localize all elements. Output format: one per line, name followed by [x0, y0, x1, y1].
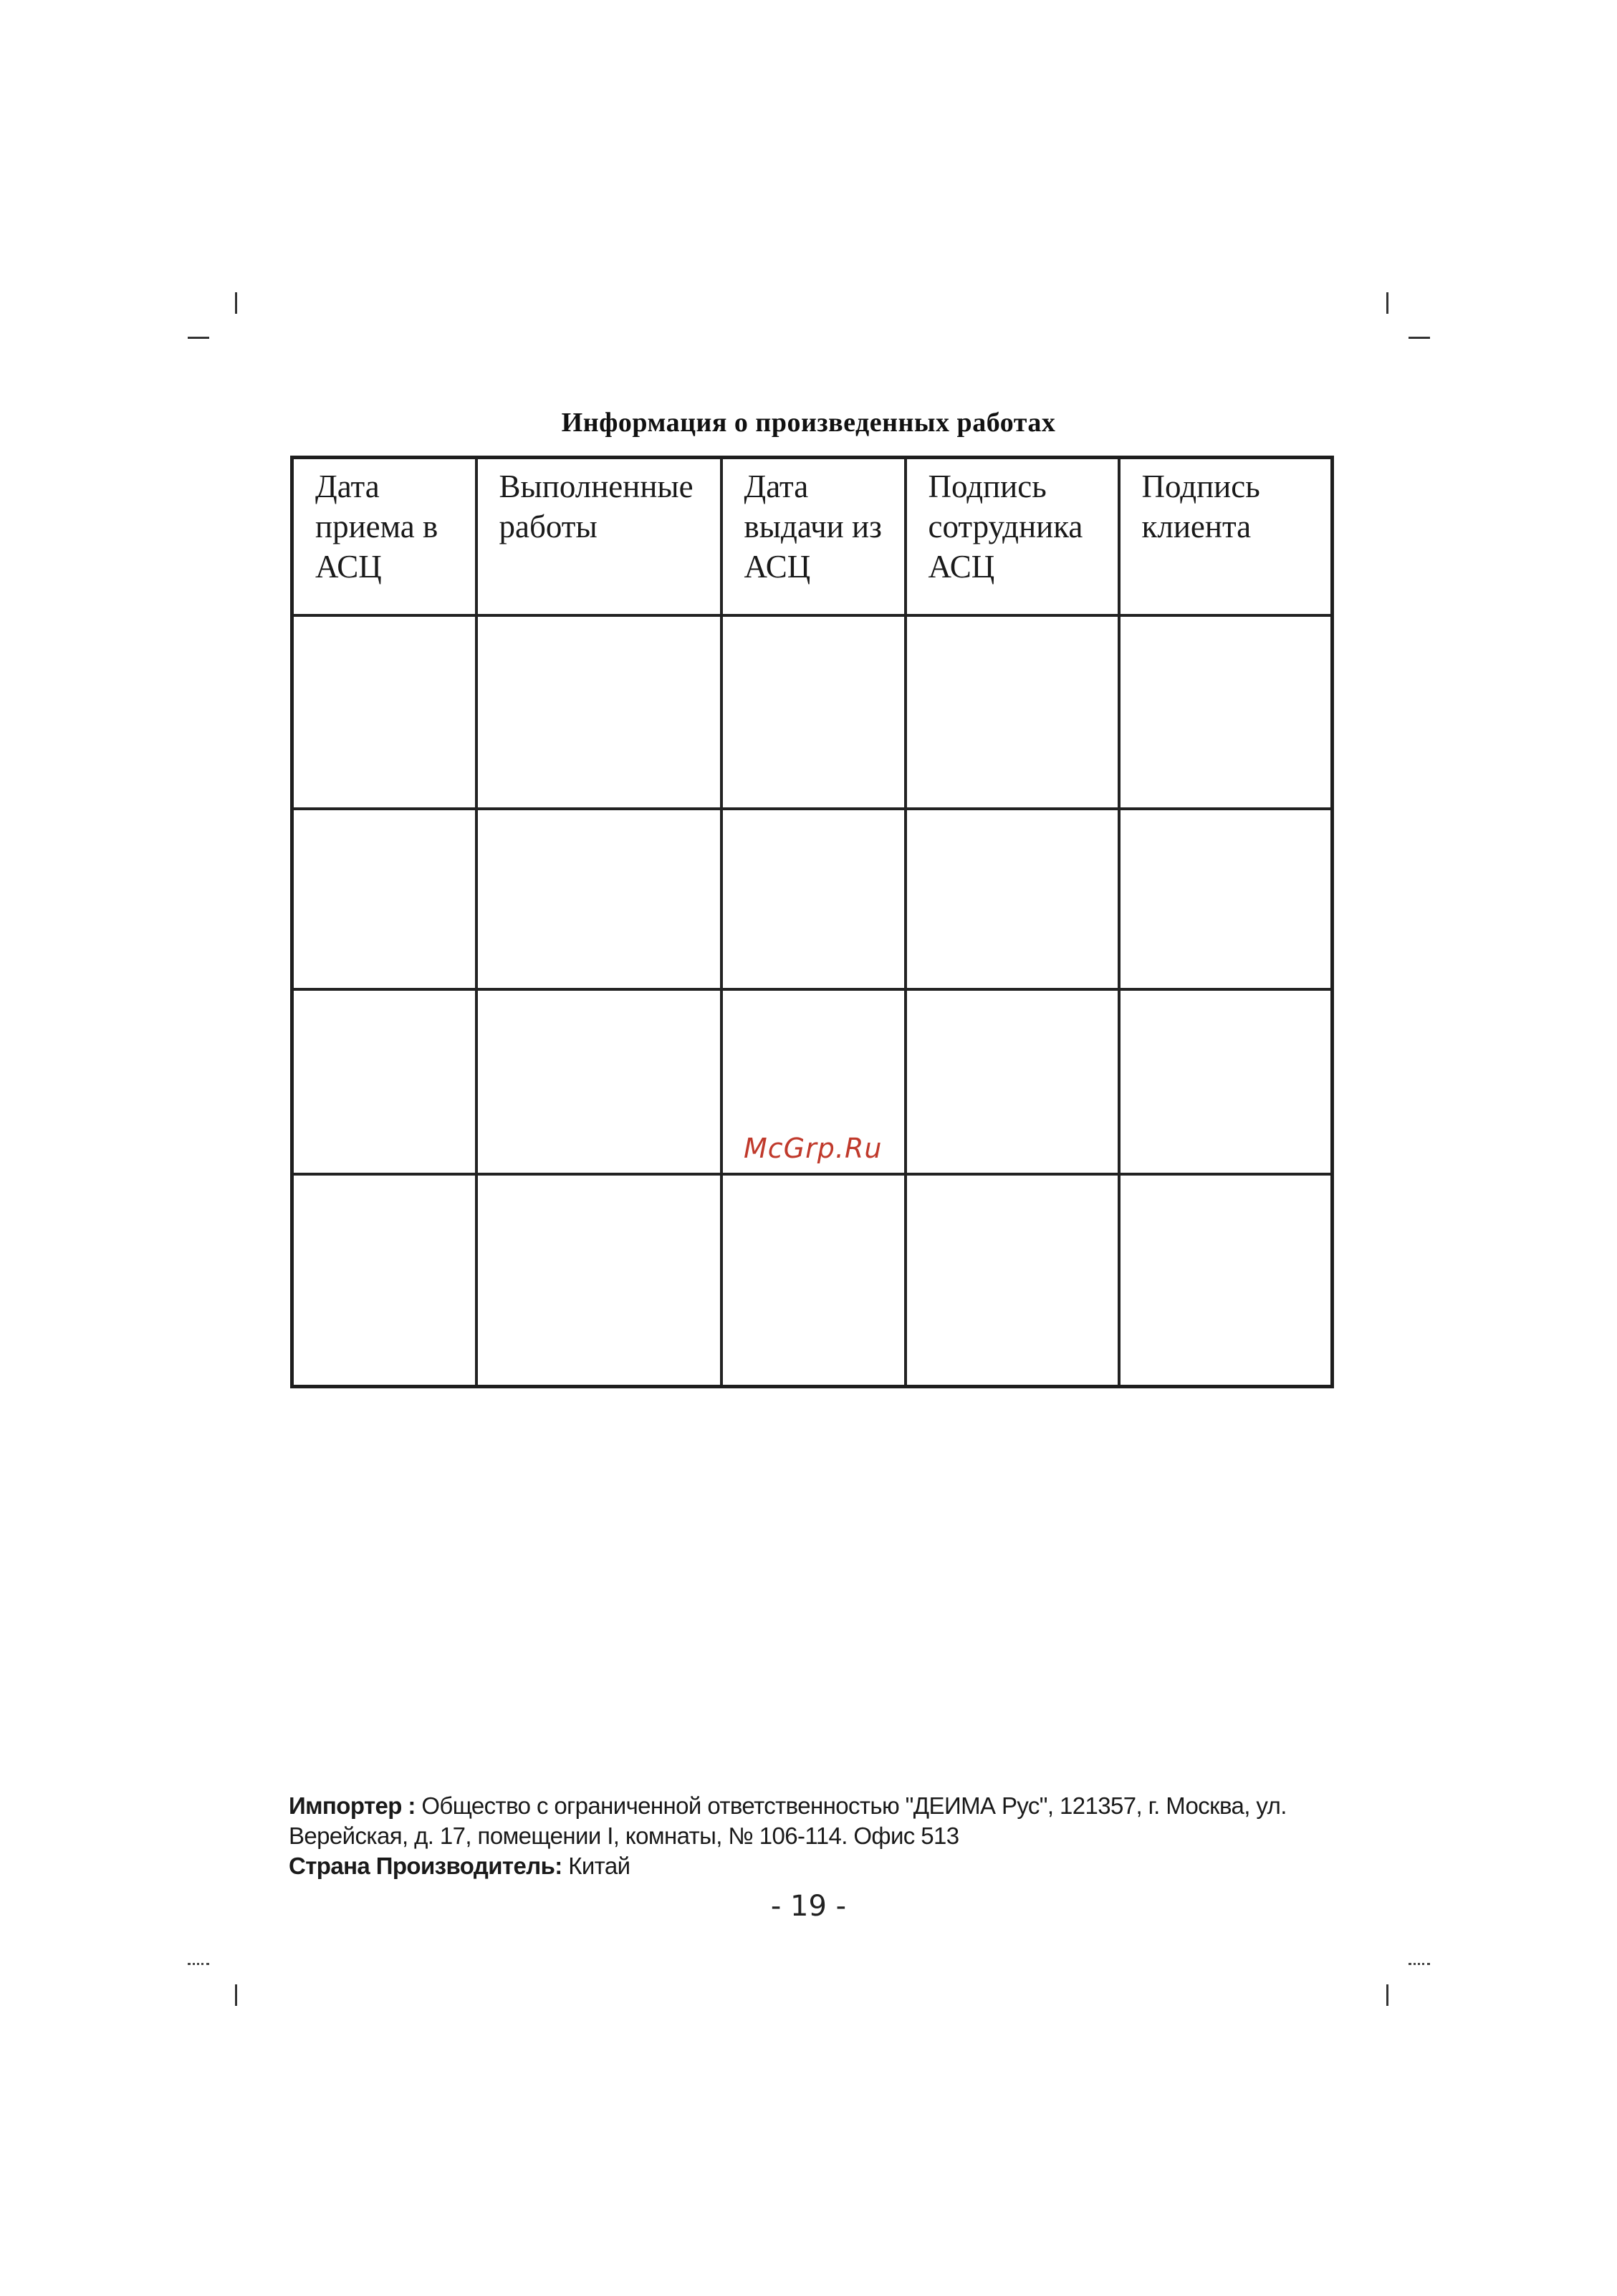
crop-mark-top-left-horizontal: [188, 337, 209, 339]
table-header-row: [292, 458, 1333, 616]
table-cell: [476, 1174, 721, 1387]
table-cell: [292, 989, 476, 1174]
header-cell-client-signature: Подпись клиента: [1119, 458, 1333, 616]
crop-mark-bottom-right-vertical: [1386, 1984, 1388, 2006]
crop-mark-top-left-vertical: [235, 292, 237, 314]
crop-mark-bottom-left-vertical: [235, 1984, 237, 2006]
crop-mark-top-right-vertical: [1386, 292, 1388, 314]
table-cell: [1119, 989, 1333, 1174]
table-row: [292, 615, 1333, 809]
importer-text: Общество с ограниченной ответственностью "ДЕИМА Рус", 121357, г. Москва, ул.: [415, 1792, 1287, 1819]
table-cell: [476, 989, 721, 1174]
importer-label: Импортер :: [289, 1792, 416, 1819]
table-cell: [721, 1174, 906, 1387]
table-cell: [906, 989, 1119, 1174]
watermark-link[interactable]: McGrp.Ru: [744, 1133, 883, 1164]
table-cell: [906, 1174, 1119, 1387]
table-cell: [1119, 615, 1333, 809]
country-label: Страна Производитель:: [289, 1853, 562, 1879]
table-cell: [906, 809, 1119, 989]
header-cell-employee-signature: Подпись сотрудника АСЦ: [906, 458, 1119, 616]
country-value: Китай: [562, 1853, 630, 1879]
table-row: [292, 1174, 1333, 1387]
document-title: Информация о произведенных работах: [561, 408, 1056, 438]
table-cell: [476, 615, 721, 809]
table-row: [292, 809, 1333, 989]
crop-mark-bottom-left-horizontal: [188, 1963, 209, 1965]
country-line: [289, 1851, 1335, 1881]
importer-info: [289, 1791, 1335, 1881]
header-cell-work-done: Выполненные работы: [476, 458, 721, 616]
importer-line: [289, 1791, 1335, 1821]
header-cell-receive-date: Дата приема в АСЦ: [292, 458, 476, 616]
table-cell: [292, 615, 476, 809]
page-number: - 19 -: [770, 1890, 847, 1923]
crop-mark-bottom-right-horizontal: [1409, 1963, 1430, 1965]
header-cell-issue-date: Дата выдачи из АСЦ: [721, 458, 906, 616]
importer-address: Верейская, д. 17, помещении I, комнаты, № 106-114. Офис 513: [289, 1822, 959, 1849]
table-cell: [476, 809, 721, 989]
table-cell: [292, 1174, 476, 1387]
table-cell: [906, 615, 1119, 809]
table-cell: [1119, 809, 1333, 989]
work-record-table: [290, 456, 1334, 1388]
table-cell: [721, 615, 906, 809]
table-cell: [1119, 1174, 1333, 1387]
table-cell: [721, 809, 906, 989]
table-cell: [292, 809, 476, 989]
crop-mark-top-right-horizontal: [1409, 337, 1430, 339]
